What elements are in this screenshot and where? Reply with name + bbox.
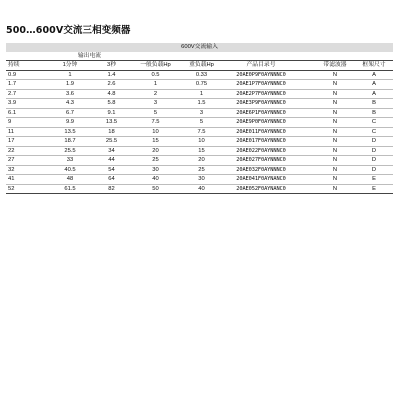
cell-catalog-number: 20AE1P7F0AYNNNC0 [223,80,299,90]
cell-spacer [299,184,315,194]
cell-frame-size: A [355,89,393,99]
drive-spec-table [6,43,393,194]
cell-frame-size: D [355,146,393,156]
cell-frame-size: B [355,99,393,109]
cell-normal-duty-hp: 1 [131,80,180,90]
cell-heavy-duty-hp: 40 [180,184,223,194]
cell-with-filter: N [315,156,355,166]
cell-with-filter: N [315,80,355,90]
cell-catalog-number: 20AE9P0F0AYNNNC0 [223,118,299,128]
cell-three-seconds: 18 [92,127,131,137]
table-row [6,165,393,175]
cell-with-filter: N [315,118,355,128]
cell-catalog-number: 20AE3P9F0AYNNNC0 [223,99,299,109]
header-normal-duty-hp: 一般负载Hp [131,61,180,71]
table-row [6,156,393,166]
cell-one-minute: 40.5 [48,165,92,175]
cell-continuous: 3.9 [6,99,48,109]
cell-spacer [299,99,315,109]
cell-heavy-duty-hp: 3 [180,108,223,118]
cell-three-seconds: 44 [92,156,131,166]
table-row [6,184,393,194]
group-header-600v-input: 600V交流输入 [6,43,393,52]
cell-spacer [299,156,315,166]
cell-spacer [299,108,315,118]
cell-normal-duty-hp: 0.5 [131,70,180,80]
cell-heavy-duty-hp: 7.5 [180,127,223,137]
cell-three-seconds: 25.5 [92,137,131,147]
cell-one-minute: 9.9 [48,118,92,128]
cell-with-filter: N [315,108,355,118]
cell-spacer [299,118,315,128]
cell-one-minute: 48 [48,175,92,185]
cell-continuous: 6.1 [6,108,48,118]
cell-continuous: 11 [6,127,48,137]
cell-heavy-duty-hp: 1 [180,89,223,99]
cell-with-filter: N [315,137,355,147]
cell-normal-duty-hp: 10 [131,127,180,137]
cell-continuous: 17 [6,137,48,147]
table-row [6,108,393,118]
cell-continuous: 2.7 [6,89,48,99]
header-output-current: 输出电流 [48,52,131,61]
cell-one-minute: 13.5 [48,127,92,137]
cell-normal-duty-hp: 3 [131,99,180,109]
header-three-seconds: 3秒 [92,61,131,71]
page-title: 500…600V交流三相变频器 [6,25,131,36]
cell-heavy-duty-hp: 0.75 [180,80,223,90]
cell-frame-size: D [355,165,393,175]
cell-with-filter: N [315,175,355,185]
cell-one-minute: 25.5 [48,146,92,156]
cell-three-seconds: 13.5 [92,118,131,128]
header-frame-size: 框架尺寸 [355,61,393,71]
cell-heavy-duty-hp: 0.33 [180,70,223,80]
cell-one-minute: 1.9 [48,80,92,90]
cell-normal-duty-hp: 7.5 [131,118,180,128]
cell-three-seconds: 64 [92,175,131,185]
header-catalog-number: 产品目录号 [223,61,299,71]
cell-with-filter: N [315,127,355,137]
cell-heavy-duty-hp: 10 [180,137,223,147]
cell-three-seconds: 4.8 [92,89,131,99]
cell-normal-duty-hp: 2 [131,89,180,99]
cell-heavy-duty-hp: 30 [180,175,223,185]
table-row [6,127,393,137]
table-row [6,137,393,147]
cell-normal-duty-hp: 50 [131,184,180,194]
cell-frame-size: A [355,80,393,90]
cell-with-filter: N [315,165,355,175]
cell-one-minute: 18.7 [48,137,92,147]
cell-spacer [299,127,315,137]
cell-one-minute: 3.6 [48,89,92,99]
header-heavy-duty-hp: 重负载Hp [180,61,223,71]
cell-catalog-number: 20AE6P1F0AYNNNC0 [223,108,299,118]
cell-heavy-duty-hp: 5 [180,118,223,128]
cell-one-minute: 33 [48,156,92,166]
cell-frame-size: B [355,108,393,118]
cell-three-seconds: 5.8 [92,99,131,109]
cell-catalog-number: 20AE017F0AYNNNC0 [223,137,299,147]
cell-heavy-duty-hp: 15 [180,146,223,156]
cell-frame-size: A [355,70,393,80]
cell-normal-duty-hp: 30 [131,165,180,175]
cell-spacer [299,89,315,99]
cell-frame-size: D [355,137,393,147]
cell-one-minute: 1 [48,70,92,80]
cell-frame-size: C [355,118,393,128]
cell-frame-size: E [355,184,393,194]
cell-three-seconds: 82 [92,184,131,194]
cell-continuous: 32 [6,165,48,175]
cell-catalog-number: 20AE2P7F0AYNNNC0 [223,89,299,99]
cell-one-minute: 4.3 [48,99,92,109]
table-row [6,175,393,185]
cell-spacer [299,80,315,90]
cell-frame-size: D [355,156,393,166]
cell-heavy-duty-hp: 1.5 [180,99,223,109]
cell-normal-duty-hp: 15 [131,137,180,147]
cell-catalog-number: 20AE022F0AYNNNC0 [223,146,299,156]
cell-spacer [299,175,315,185]
table-row [6,80,393,90]
cell-with-filter: N [315,99,355,109]
header-continuous: 持续 [6,61,48,71]
cell-heavy-duty-hp: 20 [180,156,223,166]
cell-frame-size: C [355,127,393,137]
cell-continuous: 22 [6,146,48,156]
cell-with-filter: N [315,184,355,194]
cell-continuous: 52 [6,184,48,194]
cell-spacer [299,146,315,156]
cell-with-filter: N [315,89,355,99]
table-row [6,146,393,156]
cell-heavy-duty-hp: 25 [180,165,223,175]
cell-three-seconds: 54 [92,165,131,175]
cell-normal-duty-hp: 5 [131,108,180,118]
cell-continuous: 0.9 [6,70,48,80]
cell-normal-duty-hp: 25 [131,156,180,166]
cell-spacer [299,70,315,80]
cell-continuous: 41 [6,175,48,185]
cell-three-seconds: 2.6 [92,80,131,90]
cell-catalog-number: 20AE027F0AYNNNC0 [223,156,299,166]
cell-with-filter: N [315,146,355,156]
cell-continuous: 9 [6,118,48,128]
cell-normal-duty-hp: 40 [131,175,180,185]
cell-one-minute: 61.5 [48,184,92,194]
cell-three-seconds: 34 [92,146,131,156]
table-row [6,70,393,80]
cell-three-seconds: 1.4 [92,70,131,80]
table-row [6,118,393,128]
cell-with-filter: N [315,70,355,80]
cell-one-minute: 6.7 [48,108,92,118]
cell-three-seconds: 9.1 [92,108,131,118]
cell-spacer [299,165,315,175]
cell-spacer [299,137,315,147]
header-with-filter: 带滤波器 [315,61,355,71]
cell-continuous: 1.7 [6,80,48,90]
cell-catalog-number: 20AE041F0AYNANC0 [223,175,299,185]
cell-frame-size: E [355,175,393,185]
cell-normal-duty-hp: 20 [131,146,180,156]
cell-catalog-number: 20AE0P9F0AYNNNC0 [223,70,299,80]
cell-continuous: 27 [6,156,48,166]
cell-catalog-number: 20AE032F0AYNNNC0 [223,165,299,175]
header-one-minute: 1分钟 [48,61,92,71]
table-row [6,99,393,109]
table-row [6,89,393,99]
cell-catalog-number: 20AE052F0AYNANC0 [223,184,299,194]
cell-catalog-number: 20AE011F0AYNNNC0 [223,127,299,137]
